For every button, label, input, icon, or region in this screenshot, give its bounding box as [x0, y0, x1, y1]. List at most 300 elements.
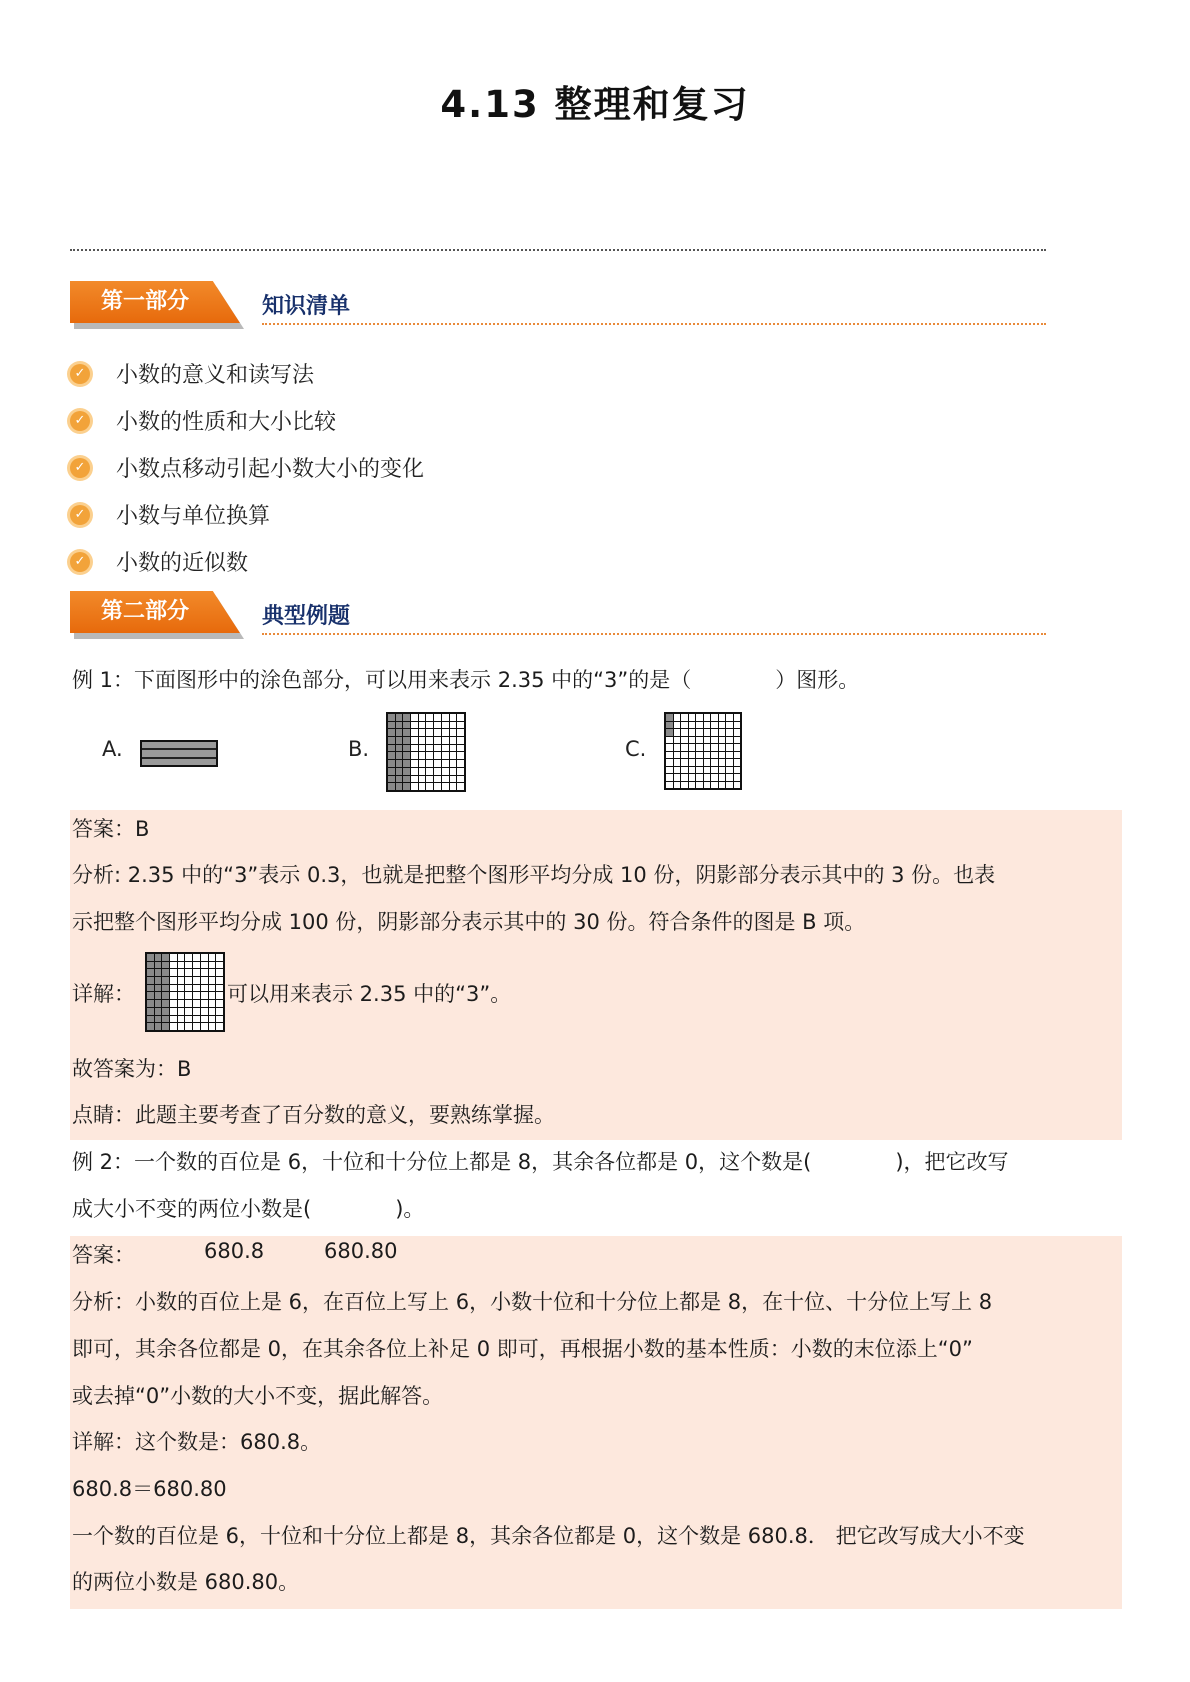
grid-cell	[711, 782, 718, 789]
grid-cell	[155, 977, 162, 984]
grid-cell	[403, 745, 410, 752]
grid-cell	[711, 759, 718, 766]
example2-analysis-line2: 即可，其余各位都是 0，在其余各位上补足 0 即可，再根据小数的基本性质：小数的末位添上“0”	[72, 1337, 973, 1361]
grid-cell	[193, 969, 200, 976]
grid-cell	[719, 767, 726, 774]
grid-cell	[734, 737, 741, 744]
grid-cell	[209, 992, 216, 999]
grid-cell	[450, 737, 457, 744]
grid-cell	[719, 714, 726, 721]
grid-cell	[388, 737, 395, 744]
grid-cell	[193, 1008, 200, 1015]
example2-answer1: 680.8	[204, 1239, 265, 1263]
grid-cell	[201, 969, 208, 976]
grid-cell	[396, 745, 403, 752]
grid-cell	[185, 1000, 192, 1007]
grid-cell	[178, 1023, 185, 1030]
grid-cell	[681, 767, 688, 774]
grid-cell	[681, 752, 688, 759]
grid-cell	[209, 1000, 216, 1007]
grid-cell	[689, 782, 696, 789]
grid-cell	[419, 760, 426, 767]
example1-detail-text: 可以用来表示 2.35 中的“3”。	[227, 982, 512, 1006]
grid-cell	[411, 783, 418, 790]
grid-cell	[726, 729, 733, 736]
grid-cell	[147, 962, 154, 969]
grid-cell	[411, 729, 418, 736]
grid-cell	[681, 744, 688, 751]
grid-cell	[170, 1023, 177, 1030]
grid-cell	[719, 752, 726, 759]
grid-cell	[201, 1000, 208, 1007]
grid-cell	[216, 1008, 223, 1015]
grid-cell	[696, 722, 703, 729]
grid-cell	[193, 1023, 200, 1030]
grid-cell	[201, 985, 208, 992]
grid-cell	[426, 729, 433, 736]
grid-cell	[726, 759, 733, 766]
grid-cell	[734, 752, 741, 759]
grid-cell	[726, 752, 733, 759]
grid-cell	[704, 714, 711, 721]
grid-cell	[216, 985, 223, 992]
check-badge-icon: ✓	[70, 364, 90, 384]
grid-cell	[419, 752, 426, 759]
grid-cell	[681, 722, 688, 729]
grid-cell	[185, 954, 192, 961]
list-item: ✓ 小数与单位换算	[70, 491, 424, 538]
grid-cell	[209, 954, 216, 961]
grid-cell	[689, 714, 696, 721]
grid-cell	[719, 774, 726, 781]
grid-cell	[155, 969, 162, 976]
grid-cell	[442, 768, 449, 775]
grid-cell	[696, 782, 703, 789]
grid-cell	[434, 768, 441, 775]
grid-cell	[450, 729, 457, 736]
grid-cell	[674, 744, 681, 751]
example2-question-line1: 例 2：一个数的百位是 6，十位和十分位上都是 8，其余各位都是 0，这个数是( )，把它改写	[72, 1150, 1009, 1174]
grid-cell	[396, 783, 403, 790]
grid-cell	[696, 744, 703, 751]
grid-cell	[155, 1000, 162, 1007]
grid-cell	[726, 767, 733, 774]
grid-cell	[162, 962, 169, 969]
example2-analysis-line1: 分析：小数的百位上是 6，在百位上写上 6，小数十位和十分位上都是 8，在十位、十分位上写上 8	[72, 1290, 993, 1314]
grid-cell	[185, 1023, 192, 1030]
grid-cell	[666, 774, 673, 781]
grid-cell	[734, 744, 741, 751]
grid-cell	[185, 962, 192, 969]
grid-cell	[457, 714, 464, 721]
grid-cell	[704, 759, 711, 766]
grid-cell	[426, 737, 433, 744]
option-b-label: B.	[348, 737, 370, 761]
grid-cell	[704, 767, 711, 774]
example1-conclusion: 故答案为：B	[72, 1057, 192, 1081]
grid-cell	[411, 722, 418, 729]
grid-cell	[147, 1008, 154, 1015]
grid-cell	[396, 768, 403, 775]
grid-cell	[681, 714, 688, 721]
grid-cell	[704, 782, 711, 789]
grid-cell	[170, 962, 177, 969]
grid-cell	[403, 783, 410, 790]
grid-cell	[434, 714, 441, 721]
grid-cell	[201, 1008, 208, 1015]
grid-cell	[674, 782, 681, 789]
grid-cell	[681, 729, 688, 736]
grid-cell	[434, 737, 441, 744]
grid-cell	[681, 737, 688, 744]
grid-cell	[450, 745, 457, 752]
grid-cell	[426, 752, 433, 759]
grid-cell	[434, 783, 441, 790]
example1-answer: 答案：B	[72, 817, 150, 841]
example1-detail-figure	[145, 952, 225, 1032]
grid-cell	[185, 1008, 192, 1015]
grid-cell	[155, 985, 162, 992]
grid-cell	[216, 962, 223, 969]
grid-cell	[442, 783, 449, 790]
grid-cell	[704, 722, 711, 729]
page-title: 4.13 整理和复习	[440, 83, 750, 126]
grid-cell	[726, 782, 733, 789]
grid-cell	[201, 962, 208, 969]
grid-cell	[170, 954, 177, 961]
grid-cell	[403, 729, 410, 736]
example2-answer-label: 答案：	[72, 1243, 135, 1267]
check-badge-icon: ✓	[70, 505, 90, 525]
grid-cell	[147, 969, 154, 976]
grid-cell	[711, 714, 718, 721]
grid-cell	[704, 737, 711, 744]
grid-cell	[419, 737, 426, 744]
grid-cell	[434, 729, 441, 736]
grid-cell	[193, 985, 200, 992]
grid-cell	[388, 722, 395, 729]
grid-cell	[403, 760, 410, 767]
grid-cell	[147, 954, 154, 961]
grid-cell	[726, 737, 733, 744]
grid-cell	[411, 768, 418, 775]
grid-cell	[147, 985, 154, 992]
grid-cell	[178, 977, 185, 984]
grid-cell	[396, 737, 403, 744]
grid-cell	[442, 737, 449, 744]
grid-cell	[704, 744, 711, 751]
grid-cell	[147, 977, 154, 984]
example2-detail-line2: 680.8＝680.80	[72, 1477, 227, 1501]
grid-cell	[666, 729, 673, 736]
grid-cell	[216, 1016, 223, 1023]
grid-cell	[689, 774, 696, 781]
grid-cell	[434, 776, 441, 783]
grid-cell	[419, 745, 426, 752]
grid-cell	[193, 954, 200, 961]
grid-cell	[711, 774, 718, 781]
grid-cell	[704, 774, 711, 781]
option-c-figure	[664, 712, 742, 790]
grid-cell	[450, 714, 457, 721]
grid-cell	[388, 729, 395, 736]
grid-cell	[666, 737, 673, 744]
top-divider	[70, 249, 1046, 251]
grid-cell	[681, 782, 688, 789]
grid-cell	[147, 992, 154, 999]
grid-cell	[411, 776, 418, 783]
grid-cell	[216, 1023, 223, 1030]
grid-cell	[674, 729, 681, 736]
section2-tab-label: 第二部分	[100, 599, 189, 624]
grid-cell	[170, 992, 177, 999]
grid-cell	[178, 985, 185, 992]
grid-cell	[216, 977, 223, 984]
grid-cell	[442, 760, 449, 767]
grid-cell	[396, 729, 403, 736]
grid-cell	[396, 714, 403, 721]
grid-cell	[711, 744, 718, 751]
grid-cell	[457, 768, 464, 775]
grid-cell	[711, 737, 718, 744]
grid-cell	[178, 1016, 185, 1023]
grid-cell	[696, 714, 703, 721]
example1-question: 例 1：下面图形中的涂色部分，可以用来表示 2.35 中的“3”的是（ ）图形。	[72, 668, 860, 692]
grid-cell	[726, 744, 733, 751]
grid-cell	[696, 737, 703, 744]
grid-cell	[396, 776, 403, 783]
grid-cell	[442, 745, 449, 752]
grid-cell	[155, 1008, 162, 1015]
example1-detail-prefix: 详解：	[72, 982, 135, 1006]
grid-cell	[426, 722, 433, 729]
grid-cell	[178, 992, 185, 999]
grid-cell	[162, 992, 169, 999]
check-badge-icon: ✓	[70, 552, 90, 572]
example1-tip: 点睛：此题主要考查了百分数的意义，要熟练掌握。	[72, 1103, 555, 1127]
section1-tab-label: 第一部分	[100, 289, 189, 314]
grid-cell	[674, 759, 681, 766]
grid-cell	[209, 985, 216, 992]
section2-rule	[262, 633, 1046, 635]
grid-cell	[155, 992, 162, 999]
grid-cell	[719, 737, 726, 744]
grid-cell	[155, 962, 162, 969]
grid-cell	[185, 977, 192, 984]
option-b-figure	[386, 712, 466, 792]
grid-cell	[457, 776, 464, 783]
grid-cell	[147, 1016, 154, 1023]
example2-detail-line4: 的两位小数是 680.80。	[72, 1570, 300, 1594]
grid-cell	[426, 745, 433, 752]
grid-cell	[388, 768, 395, 775]
grid-cell	[681, 759, 688, 766]
grid-cell	[170, 1008, 177, 1015]
grid-cell	[193, 992, 200, 999]
grid-cell	[689, 722, 696, 729]
grid-cell	[457, 729, 464, 736]
grid-cell	[711, 722, 718, 729]
grid-cell	[178, 1000, 185, 1007]
grid-cell	[178, 954, 185, 961]
grid-cell	[162, 1000, 169, 1007]
grid-cell	[674, 737, 681, 744]
grid-cell	[209, 977, 216, 984]
grid-cell	[450, 776, 457, 783]
grid-cell	[734, 722, 741, 729]
grid-cell	[201, 992, 208, 999]
grid-cell	[674, 767, 681, 774]
grid-cell	[216, 954, 223, 961]
grid-cell	[426, 783, 433, 790]
grid-cell	[726, 774, 733, 781]
grid-cell	[666, 722, 673, 729]
section2-header	[70, 591, 1050, 645]
grid-cell	[666, 744, 673, 751]
grid-cell	[419, 776, 426, 783]
grid-cell	[734, 759, 741, 766]
grid-cell	[162, 985, 169, 992]
grid-cell	[689, 729, 696, 736]
grid-cell	[689, 744, 696, 751]
grid-cell	[419, 722, 426, 729]
grid-cell	[689, 767, 696, 774]
section2-name: 典型例题	[262, 604, 351, 629]
grid-cell	[170, 1016, 177, 1023]
grid-cell	[411, 752, 418, 759]
grid-cell	[711, 752, 718, 759]
list-item: ✓ 小数的意义和读写法	[70, 350, 424, 397]
grid-cell	[457, 722, 464, 729]
option-c-label: C.	[625, 737, 647, 761]
grid-cell	[696, 774, 703, 781]
grid-cell	[442, 729, 449, 736]
grid-cell	[162, 977, 169, 984]
grid-cell	[155, 1023, 162, 1030]
grid-cell	[155, 954, 162, 961]
list-item: ✓ 小数点移动引起小数大小的变化	[70, 444, 424, 491]
grid-cell	[162, 954, 169, 961]
grid-cell	[674, 752, 681, 759]
knowledge-list	[70, 350, 424, 585]
example2-question-line2: 成大小不变的两位小数是( )。	[72, 1197, 425, 1221]
grid-cell	[681, 774, 688, 781]
grid-cell	[209, 1016, 216, 1023]
grid-cell	[178, 962, 185, 969]
grid-cell	[719, 729, 726, 736]
grid-cell	[450, 768, 457, 775]
grid-cell	[674, 722, 681, 729]
example2-detail-line1: 详解：这个数是：680.8。	[72, 1430, 322, 1454]
grid-cell	[696, 767, 703, 774]
grid-cell	[403, 776, 410, 783]
example2-answer2: 680.80	[324, 1239, 398, 1263]
grid-cell	[457, 783, 464, 790]
grid-cell	[209, 1008, 216, 1015]
section1-name: 知识清单	[262, 294, 351, 319]
grid-cell	[170, 977, 177, 984]
grid-cell	[193, 1000, 200, 1007]
grid-cell	[696, 752, 703, 759]
grid-cell	[674, 714, 681, 721]
grid-cell	[711, 767, 718, 774]
grid-cell	[434, 745, 441, 752]
grid-cell	[411, 737, 418, 744]
list-item: ✓ 小数的近似数	[70, 538, 424, 585]
grid-cell	[201, 954, 208, 961]
grid-cell	[689, 737, 696, 744]
grid-cell	[434, 752, 441, 759]
grid-cell	[666, 767, 673, 774]
grid-cell	[450, 752, 457, 759]
grid-cell	[442, 714, 449, 721]
grid-cell	[388, 760, 395, 767]
section1-header	[70, 281, 1050, 335]
grid-cell	[719, 759, 726, 766]
grid-cell	[388, 776, 395, 783]
grid-cell	[711, 729, 718, 736]
grid-cell	[442, 722, 449, 729]
grid-cell	[209, 969, 216, 976]
grid-cell	[734, 714, 741, 721]
example1-analysis-line2: 示把整个图形平均分成 100 份，阴影部分表示其中的 30 份。符合条件的图是 B 项。	[72, 910, 866, 934]
grid-cell	[170, 985, 177, 992]
example2-analysis-line3: 或去掉“0”小数的大小不变，据此解答。	[72, 1384, 444, 1408]
grid-cell	[719, 722, 726, 729]
grid-cell	[450, 760, 457, 767]
grid-cell	[689, 759, 696, 766]
grid-cell	[216, 969, 223, 976]
grid-cell	[719, 744, 726, 751]
grid-cell	[201, 977, 208, 984]
grid-cell	[426, 768, 433, 775]
grid-cell	[419, 714, 426, 721]
grid-cell	[178, 969, 185, 976]
grid-cell	[457, 760, 464, 767]
grid-cell	[719, 782, 726, 789]
grid-cell	[426, 760, 433, 767]
grid-cell	[162, 1016, 169, 1023]
grid-cell	[734, 729, 741, 736]
grid-cell	[704, 752, 711, 759]
grid-cell	[185, 992, 192, 999]
grid-cell	[403, 722, 410, 729]
grid-cell	[403, 737, 410, 744]
grid-cell	[726, 714, 733, 721]
grid-cell	[403, 768, 410, 775]
grid-cell	[193, 962, 200, 969]
grid-cell	[450, 722, 457, 729]
grid-cell	[396, 722, 403, 729]
grid-cell	[734, 774, 741, 781]
grid-cell	[403, 714, 410, 721]
grid-cell	[185, 985, 192, 992]
grid-cell	[442, 776, 449, 783]
grid-cell	[147, 1023, 154, 1030]
grid-cell	[388, 752, 395, 759]
grid-cell	[193, 977, 200, 984]
grid-cell	[388, 745, 395, 752]
grid-cell	[178, 1008, 185, 1015]
example2-detail-line3: 一个数的百位是 6，十位和十分位上都是 8，其余各位都是 0，这个数是 680.8． 把它改写成大小不变	[72, 1524, 1025, 1548]
grid-cell	[419, 729, 426, 736]
grid-cell	[704, 729, 711, 736]
grid-cell	[162, 1008, 169, 1015]
grid-cell	[209, 962, 216, 969]
check-badge-icon: ✓	[70, 411, 90, 431]
grid-cell	[674, 774, 681, 781]
grid-cell	[434, 760, 441, 767]
